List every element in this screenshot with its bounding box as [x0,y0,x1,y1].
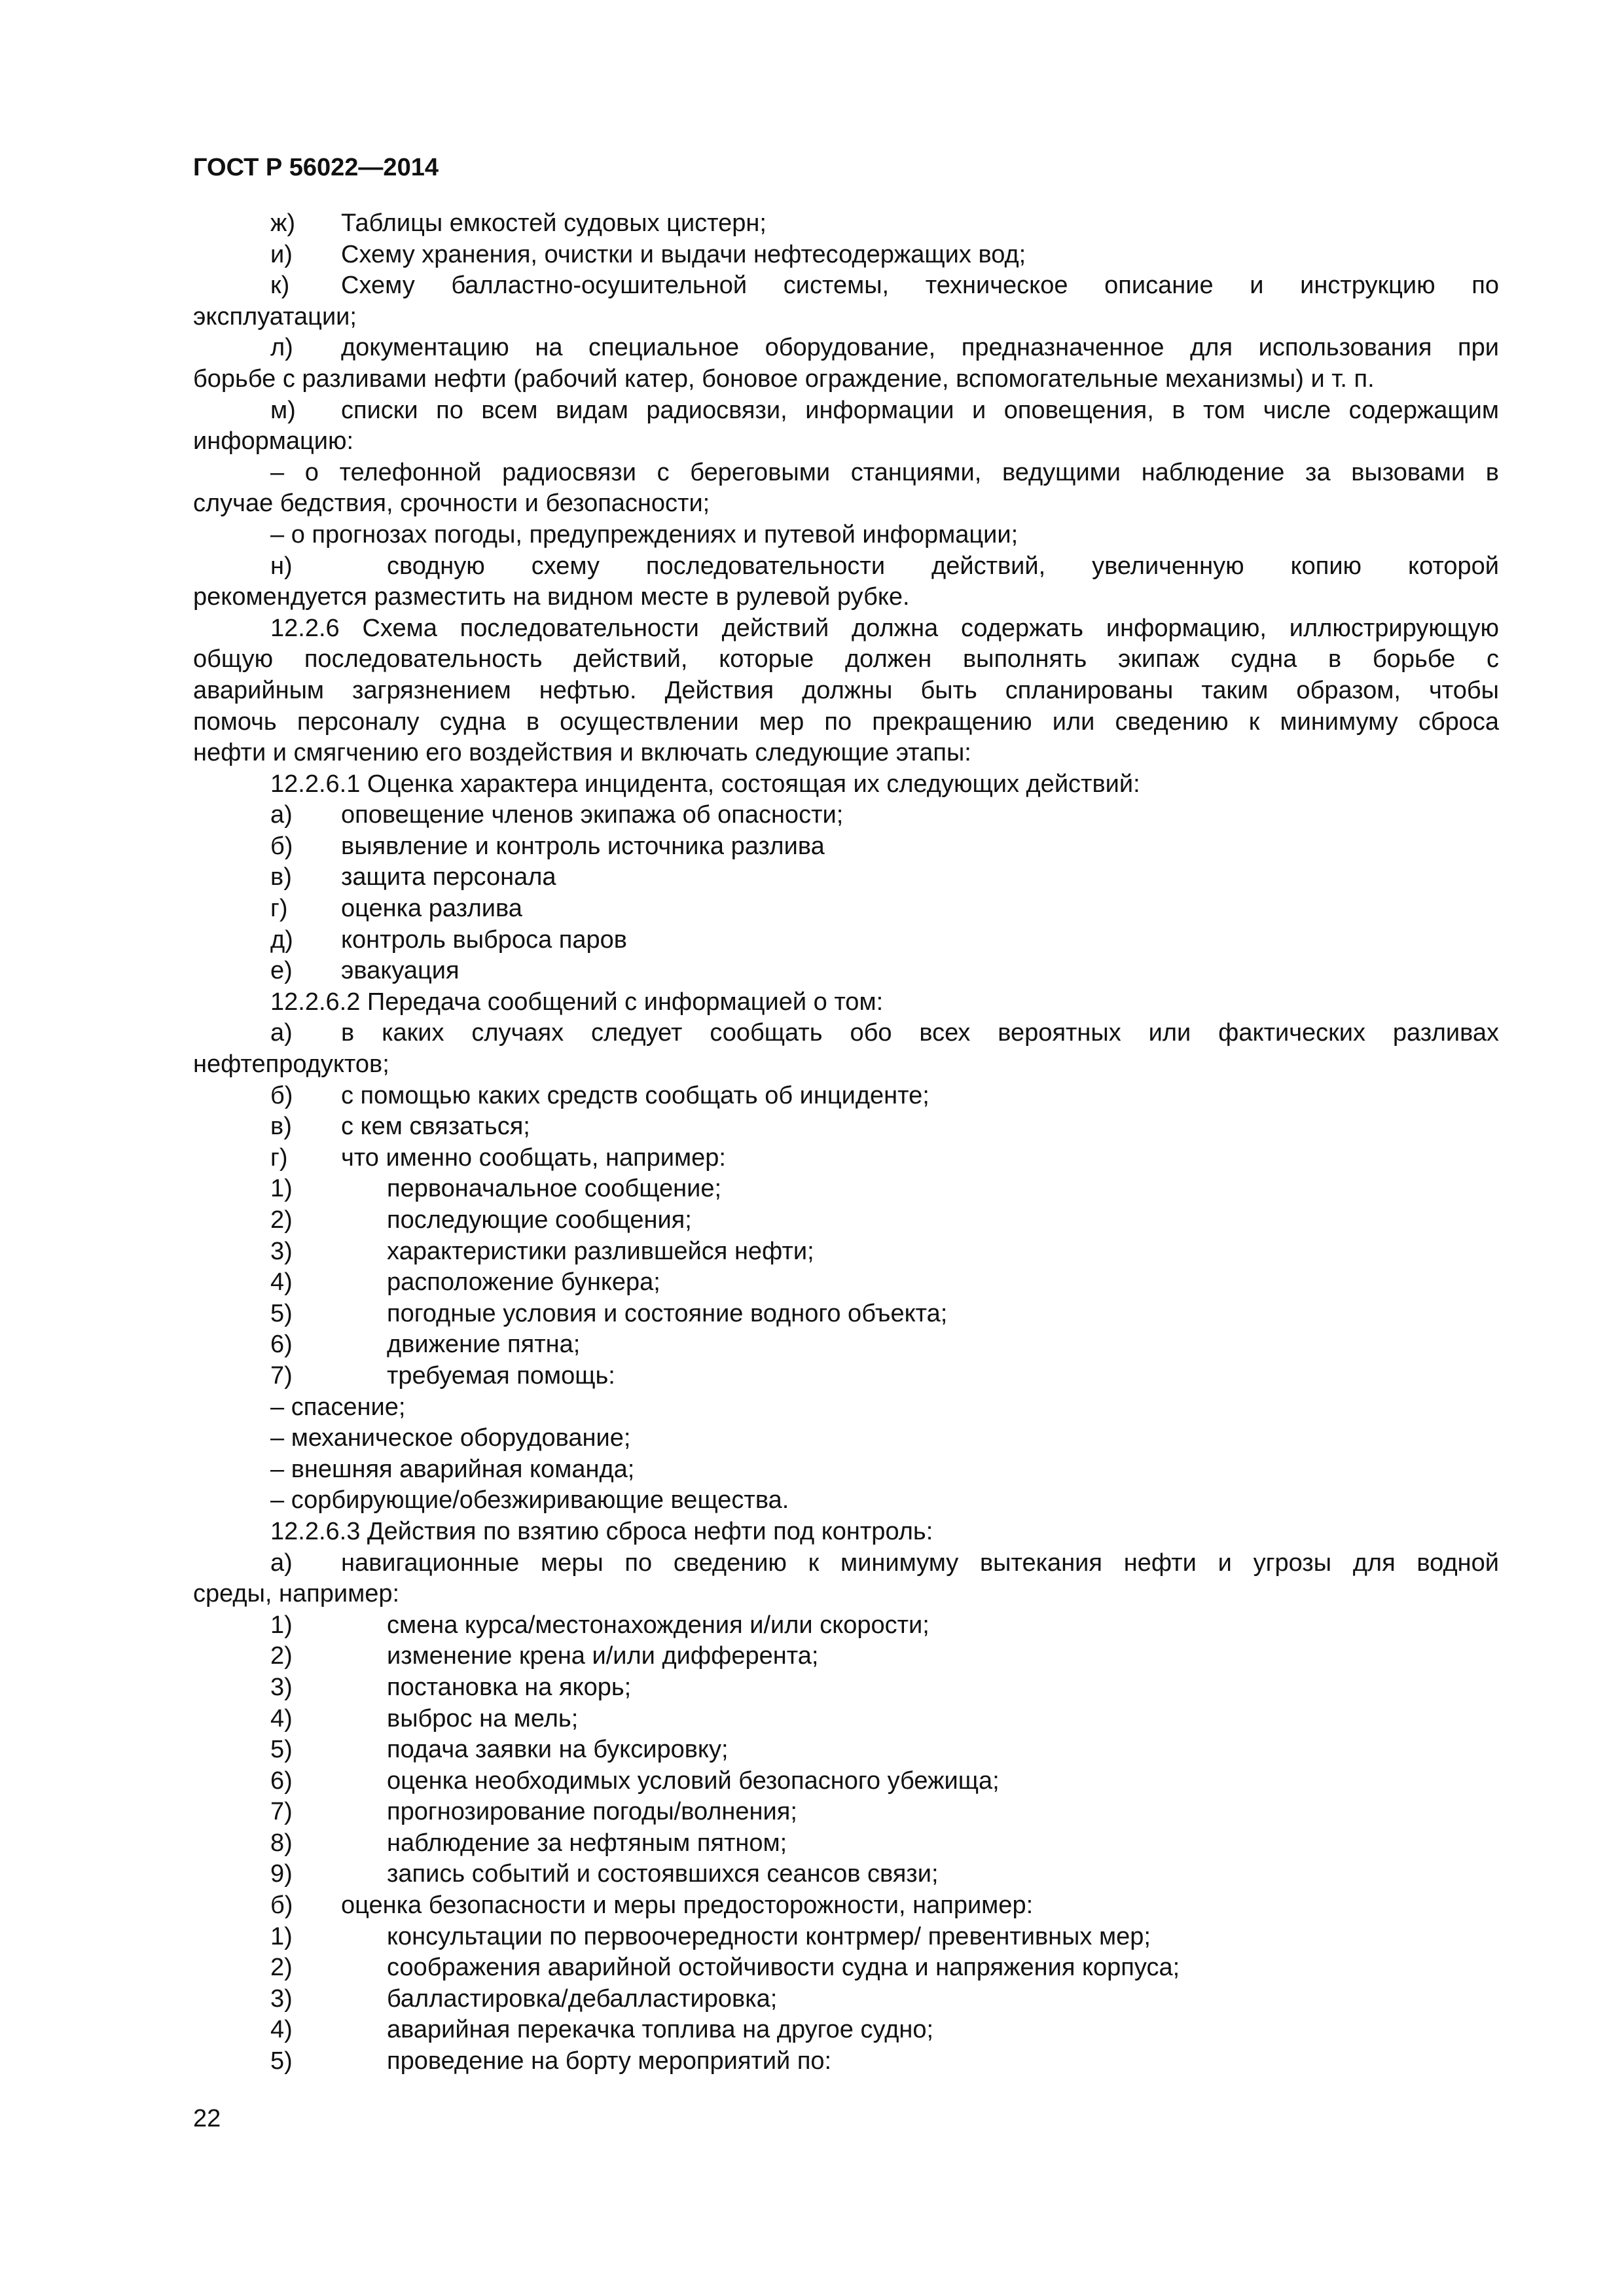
list-item-text: последующие сообщения; [387,1206,692,1234]
list-item [193,1205,1499,1236]
list-marker: м) [270,396,296,424]
list-item-text: балластировка/дебалластировка; [387,1984,778,2013]
list-item-text: контроль выброса паров [341,925,627,954]
list-item-text: оценка необходимых условий безопасного убежища; [387,1767,1000,1795]
list-item-text: эвакуация [341,957,460,985]
list-item-text: оценка разлива [341,895,522,923]
list-marker: 3) [270,1673,293,1701]
list-marker: в) [270,1113,292,1141]
list-item-text: первоначальное сообщение; [387,1175,722,1203]
list-marker: 5) [270,2047,293,2075]
list-marker: 4) [270,2016,293,2044]
list-item-text: погодные условия и состояние водного объекта; [387,1299,948,1327]
continuation-line: аварийным загрязнением нефтью. Действия должны быть спланированы таким образом, чтобы [193,676,1499,704]
list-item-text: расположение бункера; [387,1268,660,1297]
list-item [193,208,1499,240]
continuation-line: помочь персоналу судна в осуществлении мер по прекращению или сведению к минимуму сброса [193,708,1499,736]
continuation-line: борьбе с разливами нефти (рабочий катер, боновое ограждение, вспомогательные механизмы) и т. п. [193,365,1375,393]
list-item [193,1797,1499,1828]
list-item-text: соображения аварийной остойчивости судна и напряжения корпуса; [387,1954,1180,1982]
list-item-text: оповещение членов экипажа об опасности; [341,801,844,829]
list-item-text: наблюдение за нефтяным пятном; [387,1829,787,1857]
list-marker: д) [270,925,293,954]
paragraph-line: – внешняя аварийная команда; [270,1455,635,1483]
continuation-line: информацию: [193,427,354,456]
list-item [193,1299,1499,1330]
continuation-line: случае бедствия, срочности и безопасности; [193,490,710,518]
list-item-text: с кем связаться; [341,1113,530,1141]
paragraph-line: 12.2.6 Схема последовательности действий должна содержать информацию, иллюстрирующую [270,614,1499,642]
list-item [193,1018,1499,1049]
list-item [193,1174,1499,1205]
list-item [193,1828,1499,1859]
continuation-line: общую последовательность действий, которые должен выполнять экипаж судна в борьбе с [193,645,1499,673]
list-marker: г) [270,895,288,923]
list-item-text: подача заявки на буксировку; [387,1736,729,1764]
list-item-text: постановка на якорь; [387,1673,632,1701]
list-item-text: выявление и контроль источника разлива [341,832,825,860]
list-marker: 6) [270,1331,293,1359]
list-marker: 1) [270,1611,293,1639]
list-item [193,1111,1499,1143]
list-marker: а) [270,1549,293,1577]
list-item-text: характеристики разлившейся нефти; [387,1237,814,1265]
continuation-line: нефти и смягчению его воздействия и включать следующие этапы: [193,739,971,767]
list-item [193,956,1499,987]
list-marker: а) [270,801,293,829]
list-item [193,862,1499,893]
list-marker: г) [270,1143,288,1172]
list-item-text: списки по всем видам радиосвязи, информации и оповещения, в том числе содержащим [341,396,1499,424]
list-marker: и) [270,240,293,268]
paragraph-line: – о телефонной радиосвязи с береговыми станциями, ведущими наблюдение за вызовами в [270,458,1499,486]
list-item [193,1610,1499,1641]
list-item-text: сводную схему последовательности действий, увеличенную копию которой [387,552,1499,580]
list-marker: б) [270,1081,293,1109]
list-marker: ж) [270,209,296,237]
list-item [193,1766,1499,1797]
list-item [193,2015,1499,2046]
list-item [193,1143,1499,1174]
list-marker: л) [270,334,293,362]
list-item [193,1236,1499,1268]
list-marker: к) [270,272,290,300]
continuation-line: рекомендуется разместить на видном месте в рулевой рубке. [193,583,910,611]
list-item [193,893,1499,925]
list-marker: б) [270,832,293,860]
list-item [193,925,1499,956]
paragraph-line: 12.2.6.1 Оценка характера инцидента, состоящая их следующих действий: [270,770,1140,798]
list-item [193,1704,1499,1735]
list-item [193,2046,1499,2077]
document-body [193,208,1499,2077]
list-item-text: движение пятна; [387,1331,581,1359]
list-marker: н) [270,552,293,580]
page-number: 22 [193,2105,221,2132]
list-marker: 6) [270,1767,293,1795]
list-item [193,551,1499,583]
list-marker: 2) [270,1206,293,1234]
list-item [193,1890,1499,1922]
list-item-text: Схему хранения, очистки и выдачи нефтесодержащих вод; [341,240,1026,268]
paragraph-line: 12.2.6.3 Действия по взятию сброса нефти под контроль: [270,1517,933,1545]
list-marker: 1) [270,1175,293,1203]
list-item [193,270,1499,302]
list-marker: 5) [270,1736,293,1764]
list-item-text: что именно сообщать, например: [341,1143,726,1172]
list-item-text: проведение на борту мероприятий по: [387,2047,832,2075]
list-item [193,332,1499,364]
list-marker: 7) [270,1798,293,1826]
list-item-text: изменение крена и/или дифферента; [387,1642,819,1670]
list-item-text: Таблицы емкостей судовых цистерн; [341,209,767,237]
list-marker: 4) [270,1268,293,1297]
document-header: ГОСТ Р 56022—2014 [193,154,439,181]
paragraph-line: – о прогнозах погоды, предупреждениях и путевой информации; [270,520,1019,548]
list-item [193,1859,1499,1890]
list-marker: 2) [270,1954,293,1982]
list-marker: 2) [270,1642,293,1670]
list-item [193,1548,1499,1579]
list-marker: 4) [270,1704,293,1732]
list-item-text: документацию на специальное оборудование, предназначенное для использования при [341,334,1499,362]
list-item-text: навигационные меры по сведению к минимуму вытекания нефти и угрозы для водной [341,1549,1499,1577]
list-marker: 1) [270,1922,293,1950]
list-item [193,800,1499,831]
list-item-text: выброс на мель; [387,1704,579,1732]
list-marker: в) [270,863,292,891]
list-item-text: прогнозирование погоды/волнения; [387,1798,797,1826]
list-marker: б) [270,1892,293,1920]
list-item [193,1922,1499,1953]
list-item-text: оценка безопасности и меры предосторожности, например: [341,1892,1034,1920]
list-item [193,1734,1499,1766]
list-item [193,831,1499,863]
list-item [193,1672,1499,1704]
list-item [193,1641,1499,1672]
list-marker: 9) [270,1860,293,1888]
continuation-line: эксплуатации; [193,302,357,331]
paragraph-line: – сорбирующие/обезжиривающие вещества. [270,1486,789,1515]
list-item-text: смена курса/местонахождения и/или скорости; [387,1611,929,1639]
list-marker: а) [270,1019,293,1047]
paragraph-line: – спасение; [270,1393,406,1421]
list-item [193,1267,1499,1299]
list-item-text: консультации по первоочередности контрмер/ превентивных мер; [387,1922,1151,1950]
list-marker: 3) [270,1237,293,1265]
paragraph-line: – механическое оборудование; [270,1424,631,1452]
list-item [193,1081,1499,1112]
list-marker: 7) [270,1361,293,1390]
list-marker: 3) [270,1984,293,2013]
list-item [193,395,1499,427]
list-item-text: требуемая помощь: [387,1361,615,1390]
list-marker: 5) [270,1299,293,1327]
list-item-text: аварийная перекачка топлива на другое судно; [387,2016,934,2044]
list-marker: е) [270,957,293,985]
list-item [193,1952,1499,1984]
list-item [193,1984,1499,2015]
list-item-text: Схему балластно-осушительной системы, техническое описание и инструкцию по [341,272,1499,300]
list-item [193,240,1499,271]
list-item-text: запись событий и состоявшихся сеансов связи; [387,1860,939,1888]
continuation-line: нефтепродуктов; [193,1050,389,1079]
list-item-text: с помощью каких средств сообщать об инциденте; [341,1081,929,1109]
list-item-text: защита персонала [341,863,556,891]
continuation-line: среды, например: [193,1580,400,1608]
list-item [193,1329,1499,1361]
list-item-text: в каких случаях следует сообщать обо всех вероятных или фактических разливах [341,1019,1499,1047]
list-marker: 8) [270,1829,293,1857]
list-item [193,1361,1499,1392]
paragraph-line: 12.2.6.2 Передача сообщений с информацией о том: [270,988,884,1016]
